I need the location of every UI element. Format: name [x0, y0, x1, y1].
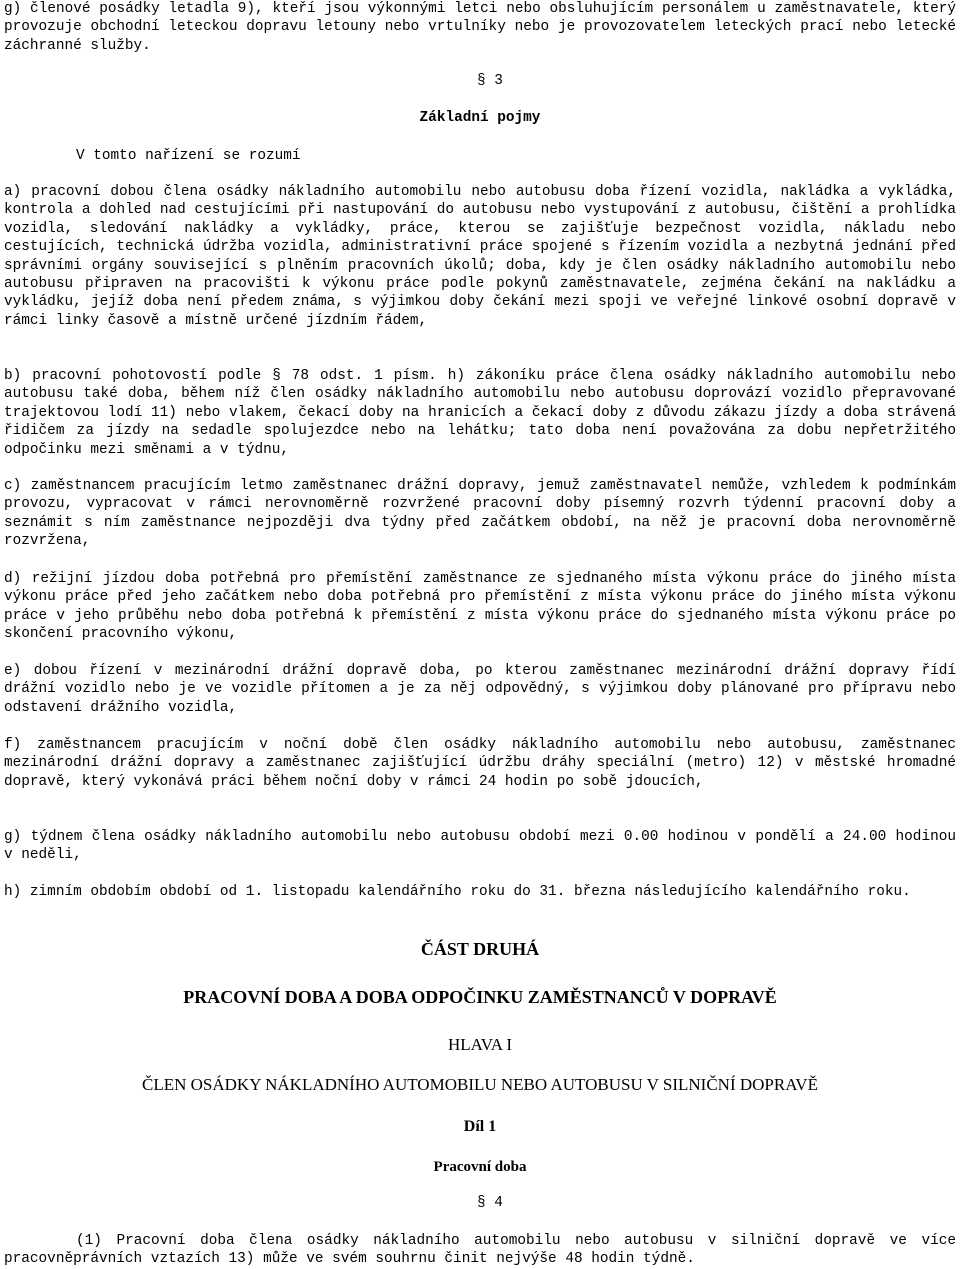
definition-f: f) zaměstnancem pracujícím v noční době člen osádky nákladního automobilu nebo autobusu, zaměstnanec mezinárodní drážní dopravy a zaměstnanec zajišťující údržbu dráhy speciální (metro) 12) v městské hromadné dopravě, který vykonává práci během noční doby v rámci 24 hodin po sobě jdoucích,	[4, 737, 956, 790]
definition-c: c) zaměstnancem pracujícím letmo zaměstnanec drážní dopravy, jemuž zaměstnavatel nemůže, vzhledem k podmínkám provozu, vypracovat v rámci nerovnoměrně rozvržené pracovní doby písemný rozvrh týdenní pracovní doby a seznámit s ním zaměstnance nejpozději dva týdny před začátkem období, na něž je pracovní doba nerovnoměrně rozvržena,	[4, 478, 956, 550]
part-title: ČÁST DRUHÁ	[420, 939, 540, 959]
chapter-title: ČLEN OSÁDKY NÁKLADNÍHO AUTOMOBILU NEBO AUTOBUSU V SILNIČNÍ DOPRAVĚ	[142, 1075, 818, 1094]
definition-b: b) pracovní pohotovostí podle § 78 odst. 1 písm. h) zákoníku práce člena osádky nákladního automobilu nebo autobusu také doba, během níž člen osádky nákladního automobilu nebo autobusu doprovází vozidlo přepravované trajektovou lodí 11) nebo vlakem, čekací doby na hranicích a čekací doby z důvodu zákazu jízdy a doba strávená řidičem za jízdy na sedadle spolujezdce nebo na lehátku; tato doba není považována za dobu nepřetržitého odpočinku mezi směnami a v týdnu,	[4, 368, 956, 458]
section-4-paragraph-1: (1) Pracovní doba člena osádky nákladního automobilu nebo autobusu v silniční dopravě ve více pracovněprávních vztazích 13) může ve svém souhrnu činit nejvýše 48 hodin týdně.	[4, 1233, 956, 1268]
item-g-paragraph: g) členové posádky letadla 9), kteří jsou výkonnými letci nebo obsluhujícím personálem u zaměstnavatele, který provozuje obchodní leteckou dopravu letouny nebo vrtulníky nebo je provozovatelem leteckých prací nebo letecké záchranné služby.	[4, 1, 956, 54]
division-number: Díl 1	[463, 1118, 497, 1135]
definition-d: d) režijní jízdou doba potřebná pro přemístění zaměstnance ze sjednaného místa výkonu práce do jiného místa výkonu práce před jeho začátkem nebo doba potřebná pro přemístění z místa výkonu práce do jiného místa výkonu práce v jeho průběhu nebo doba potřebná k přemístění z místa výkonu práce do sjednaného místa výkonu práce po skončení pracovního výkonu,	[4, 571, 956, 643]
definition-e: e) dobou řízení v mezinárodní drážní dopravě doba, po kterou zaměstnanec mezinárodní drážní dopravy řídí drážní vozidlo nebo je ve vozidle přítomen a je za něj odpovědný, s výjimkou doby plánované pro přípravu nebo odstavení drážního vozidla,	[4, 663, 956, 716]
part-subtitle: PRACOVNÍ DOBA A DOBA ODPOČINKU ZAMĚSTNANCŮ V DOPRAVĚ	[183, 987, 777, 1007]
section-3-number: § 3	[477, 73, 503, 89]
chapter-number: HLAVA I	[447, 1035, 513, 1054]
definition-g: g) týdnem člena osádky nákladního automobilu nebo autobusu období mezi 0.00 hodinou v pondělí a 24.00 hodinou v neděli,	[4, 829, 956, 864]
definition-a: a) pracovní dobou člena osádky nákladního automobilu nebo autobusu doba řízení vozidla, nakládka a vykládka, kontrola a dohled nad cestujícími při nastupování do autobusu nebo vystupování z autobusu, čištění a prohlídka vozidla, sledování nakládky a vykládky, práce, kterou se zajišťuje bezpečnost vozidla, nákladu nebo cestujících, technická údržba vozidla, administrativní práce spojené s řízením vozidla a nezbytná jednání před správními orgány související s plněním pracovních úkolů; doba, kdy je člen osádky nákladního automobilu nebo autobusu připraven na pracovišti k výkonu práce podle pokynů zaměstnavatele, zejména čekání na nakládku a vykládku, jejíž doba není předem známa, s výjimkou doby čekání mezi spoji ve veřejné linkové osobní dopravě v rámci linky časově a místně určené jízdním řádem,	[4, 184, 956, 329]
division-title: Pracovní doba	[433, 1159, 527, 1175]
section-3-heading: Základní pojmy	[419, 110, 541, 126]
section-3-lead: V tomto nařízení se rozumí	[76, 148, 301, 164]
definition-h: h) zimním obdobím období od 1. listopadu kalendářního roku do 31. března následujícího kalendářního roku.	[4, 884, 911, 900]
section-4-number: § 4	[477, 1195, 503, 1211]
